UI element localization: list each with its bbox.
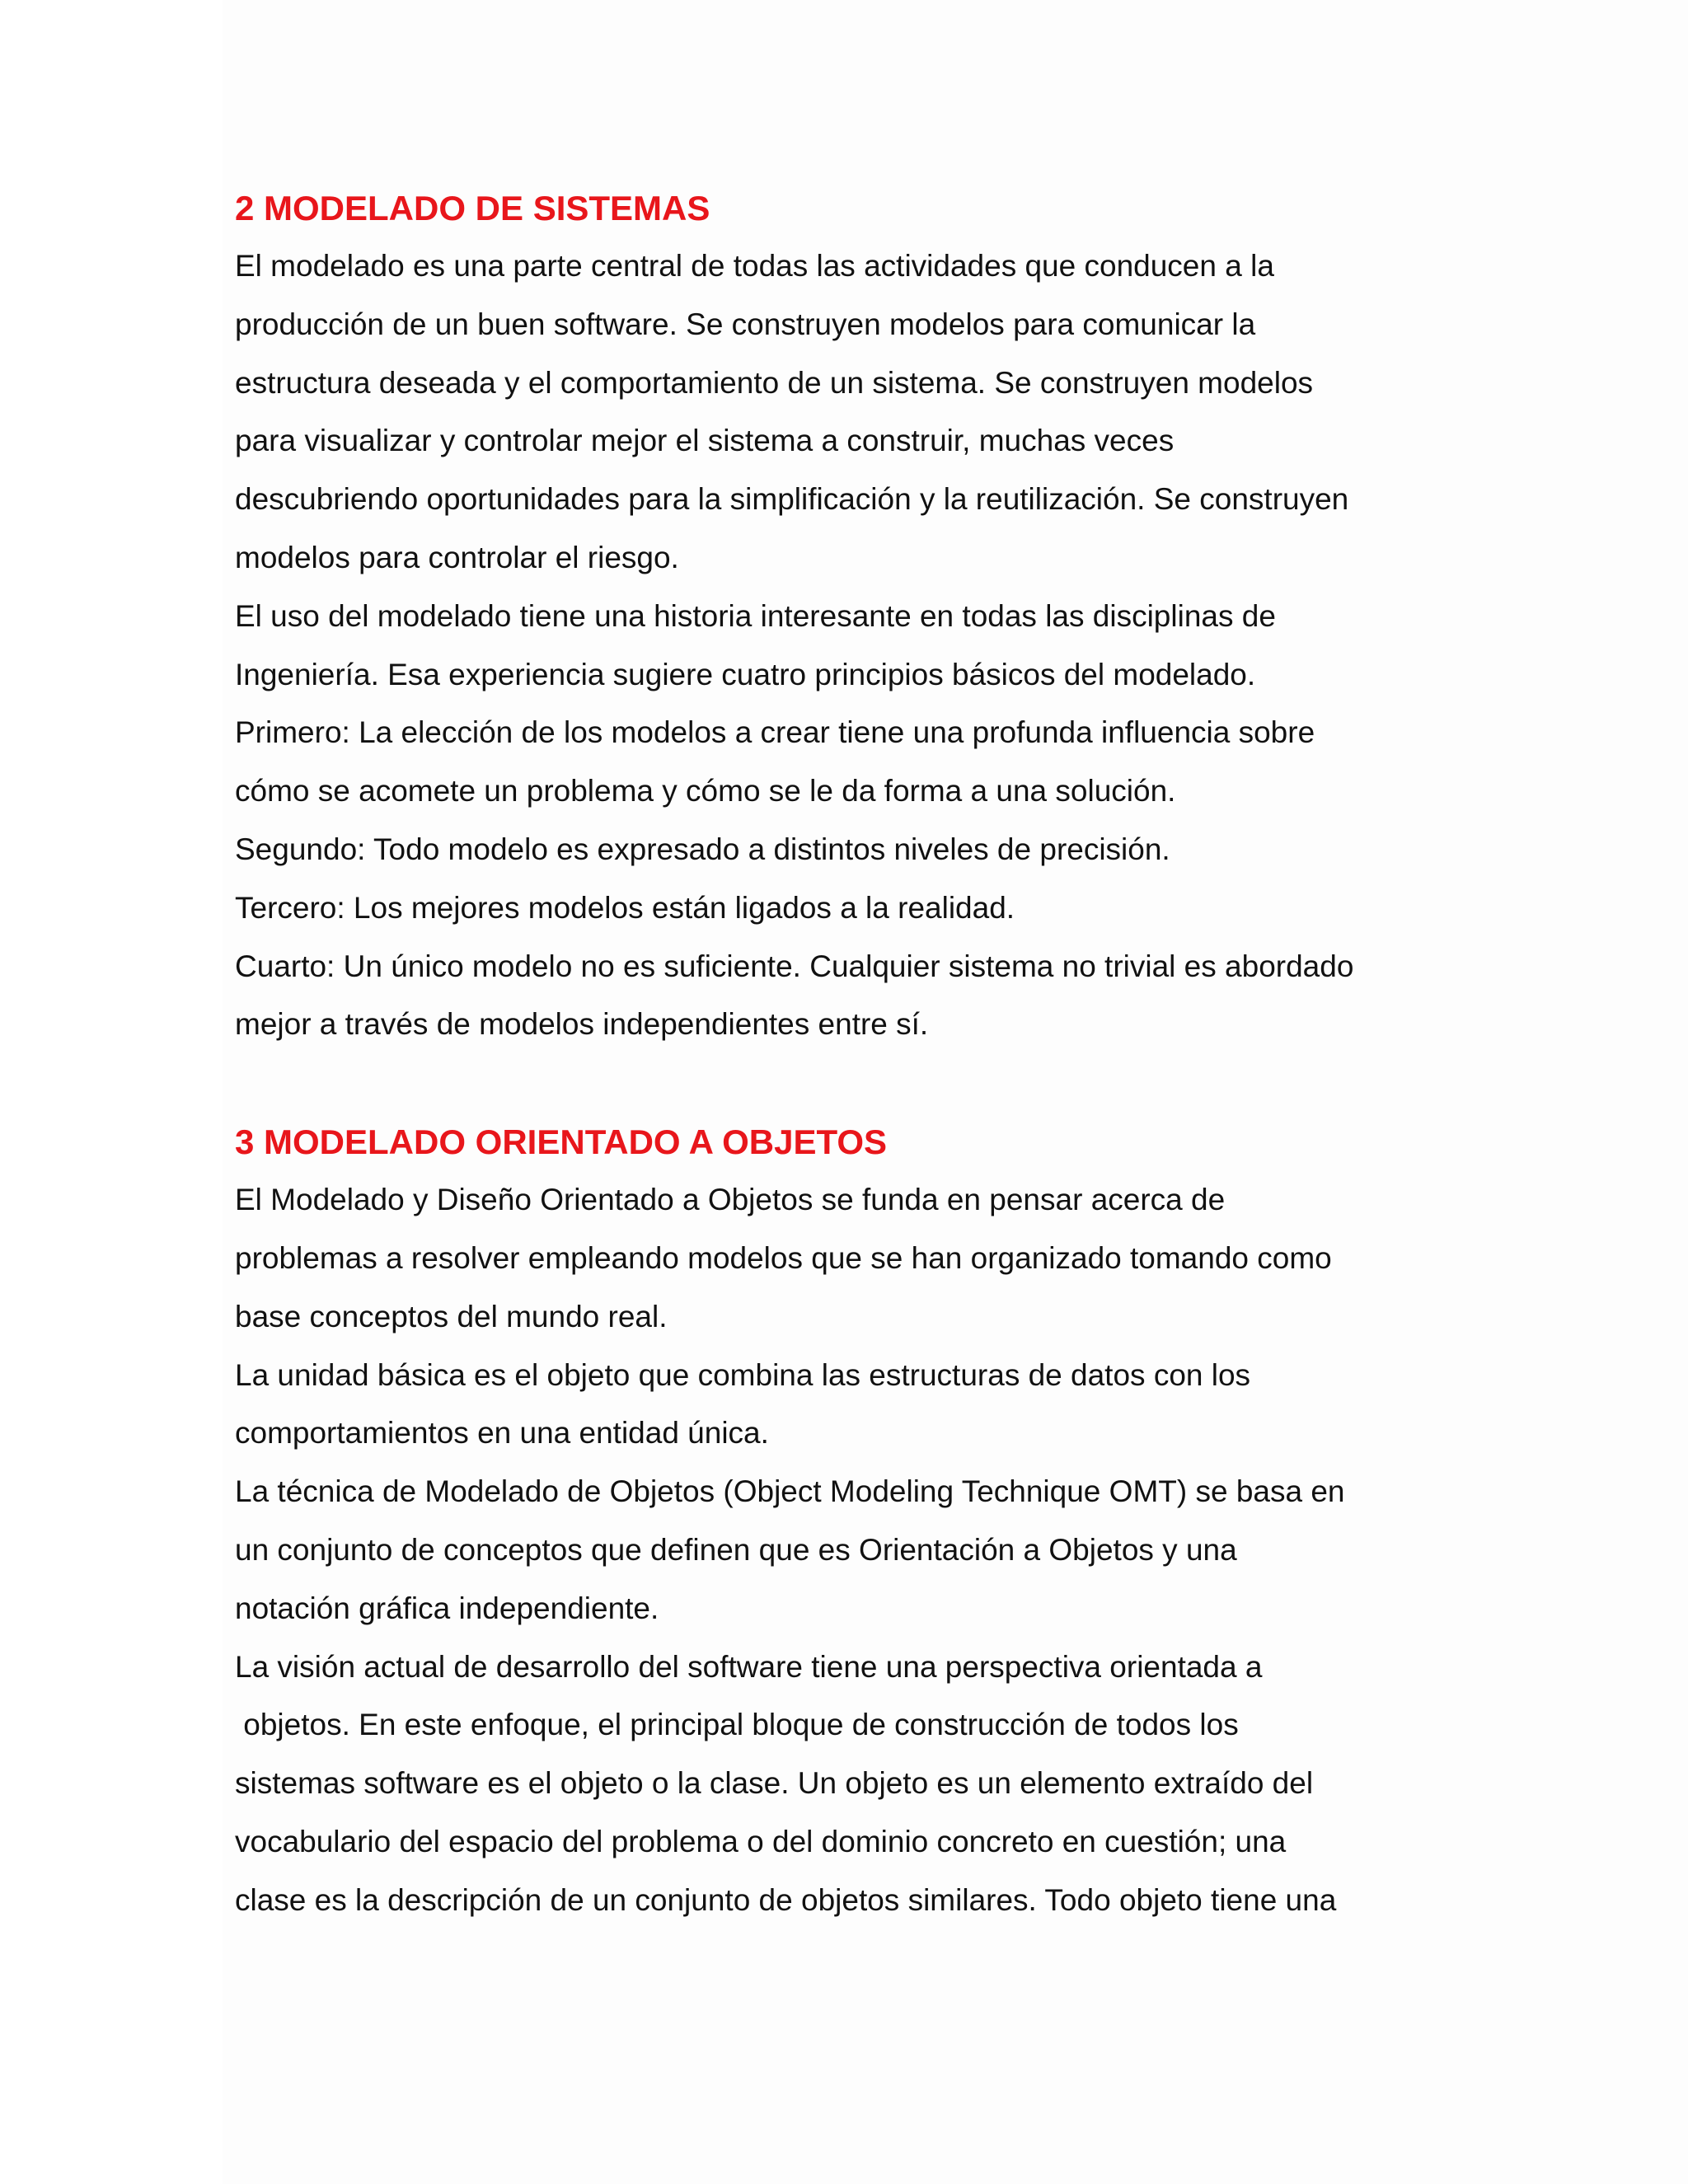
text-line: base conceptos del mundo real. <box>235 1299 668 1333</box>
text-line: La visión actual de desarrollo del software tiene una perspectiva orientada a <box>235 1649 1263 1684</box>
text-line: vocabulario del espacio del problema o del dominio concreto en cuestión; una <box>235 1824 1287 1858</box>
section-modelado-orientado-a-objetos <box>235 1113 1488 1929</box>
section-heading: 2 MODELADO DE SISTEMAS <box>235 189 710 227</box>
text-line: notación gráfica independiente. <box>235 1591 659 1625</box>
section-heading: 3 MODELADO ORIENTADO A OBJETOS <box>235 1122 888 1162</box>
text-line: objetos. En este enfoque, el principal bloque de construcción de todos los <box>235 1708 1239 1742</box>
text-line: La unidad básica es el objeto que combina las estructuras de datos con los <box>235 1357 1251 1392</box>
text-line: problemas a resolver empleando modelos que se han organizado tomando como <box>235 1240 1332 1275</box>
section-spacer <box>235 1054 1488 1113</box>
text-line: sistemas software es el objeto o la clase. Un objeto es un elemento extraído del <box>235 1766 1314 1801</box>
text-line: comportamientos en una entidad única. <box>235 1416 769 1451</box>
text-line: un conjunto de conceptos que definen que es Orientación a Objetos y una <box>235 1532 1237 1567</box>
section-body <box>235 237 1488 1054</box>
section-body <box>235 1171 1488 1929</box>
text-line: Tercero: Los mejores modelos están ligados a la realidad. <box>235 890 1015 925</box>
text-line: Primero: La elección de los modelos a crear tiene una profunda influencia sobre <box>235 715 1315 750</box>
text-line: Ingeniería. Esa experiencia sugiere cuatro principios básicos del modelado. <box>235 657 1256 691</box>
text-line: El Modelado y Diseño Orientado a Objetos se funda en pensar acerca de <box>235 1183 1226 1217</box>
text-line: cómo se acomete un problema y cómo se le da forma a una solución. <box>235 774 1176 808</box>
text-line: Cuarto: Un único modelo no es suficiente. Cualquier sistema no trivial es abordado <box>235 949 1354 983</box>
text-line: estructura deseada y el comportamiento de un sistema. Se construyen modelos <box>235 365 1314 400</box>
text-line: para visualizar y controlar mejor el sistema a construir, muchas veces <box>235 424 1175 458</box>
text-line: Segundo: Todo modelo es expresado a distintos niveles de precisión. <box>235 832 1170 866</box>
text-line: La técnica de Modelado de Objetos (Object Modeling Technique OMT) se basa en <box>235 1474 1345 1509</box>
text-line: clase es la descripción de un conjunto de objetos similares. Todo objeto tiene una <box>235 1882 1337 1917</box>
text-line: producción de un buen software. Se construyen modelos para comunicar la <box>235 307 1256 341</box>
text-line: descubriendo oportunidades para la simplificación y la reutilización. Se construyen <box>235 482 1349 517</box>
text-line: mejor a través de modelos independientes entre sí. <box>235 1007 929 1042</box>
document-content <box>235 180 1488 1930</box>
text-line: El uso del modelado tiene una historia interesante en todas las disciplinas de <box>235 598 1276 633</box>
section-modelado-de-sistemas <box>235 180 1488 1054</box>
text-line: modelos para controlar el riesgo. <box>235 540 679 574</box>
text-line: El modelado es una parte central de todas las actividades que conducen a la <box>235 249 1274 283</box>
